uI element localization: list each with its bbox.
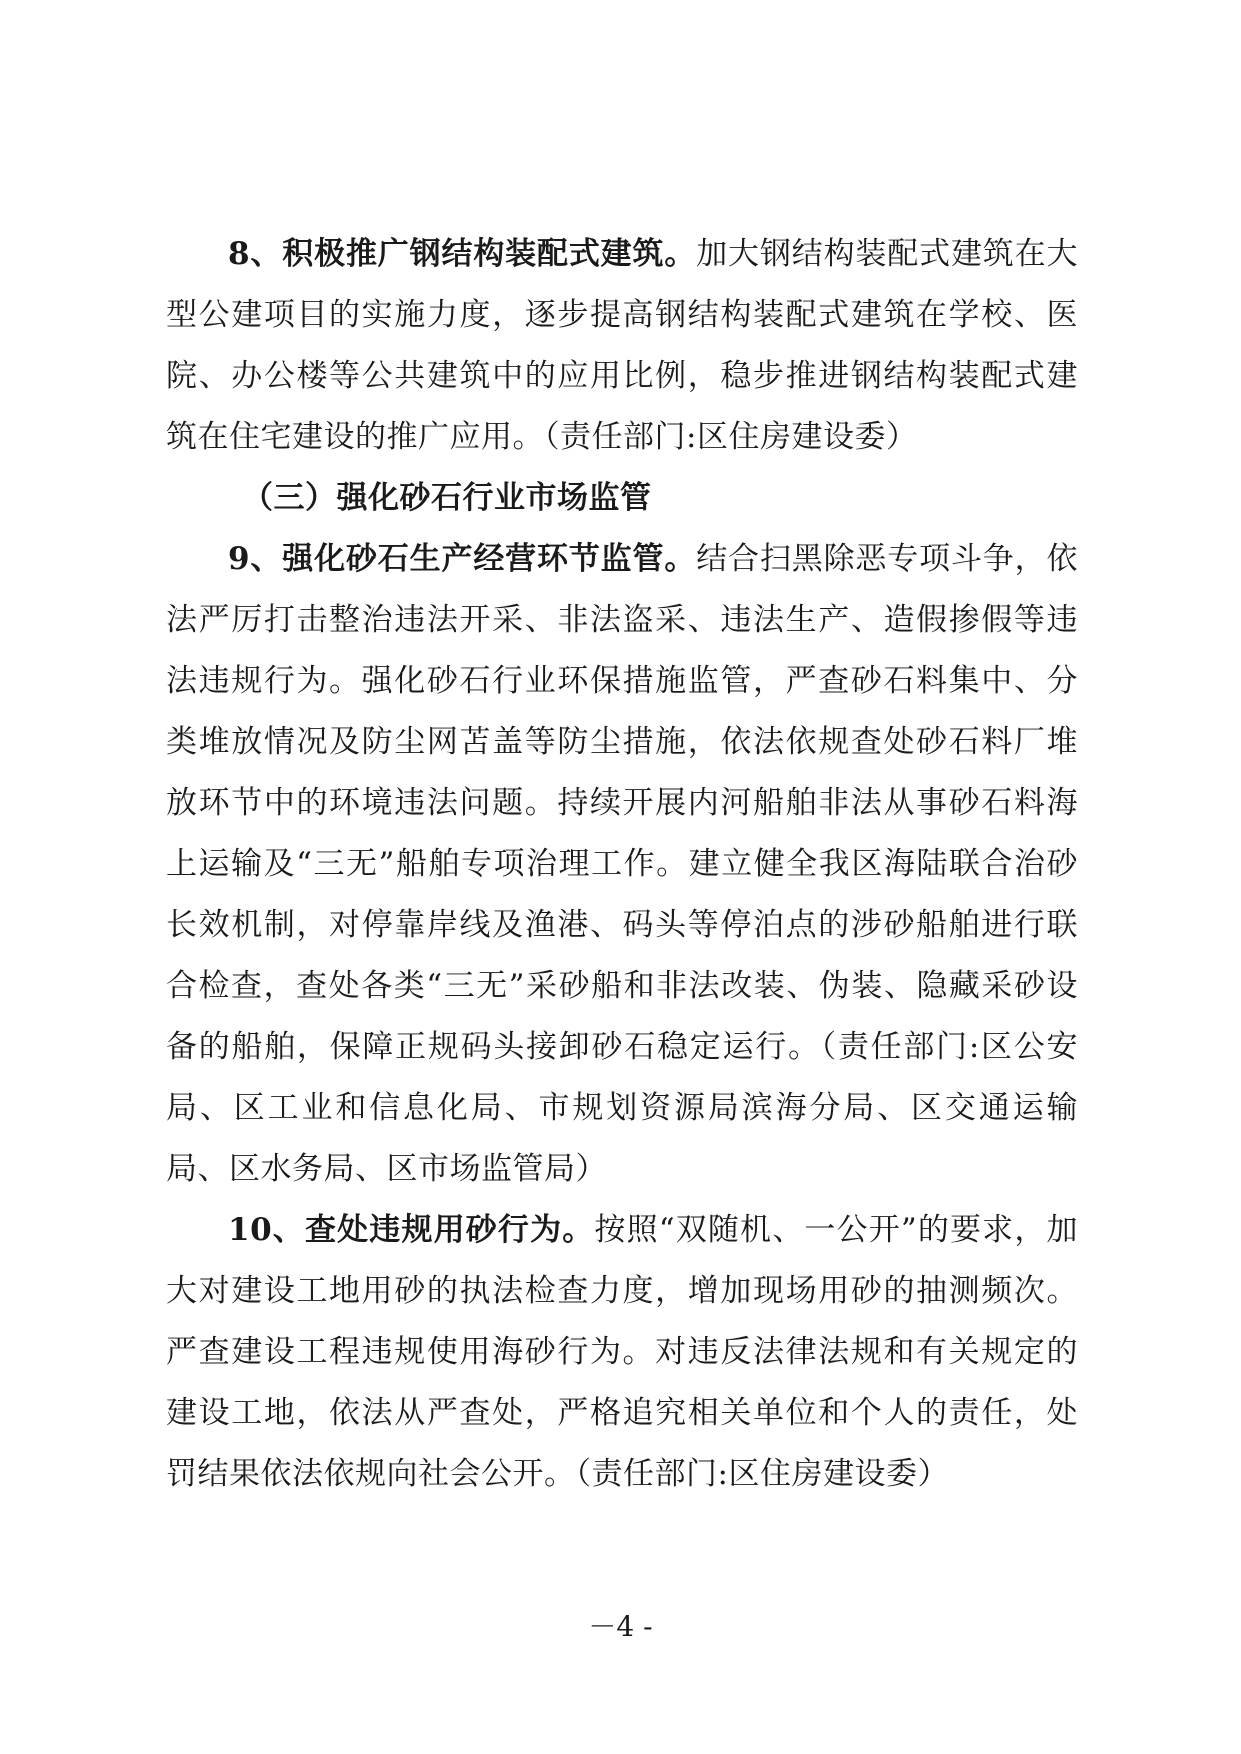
document-body [166, 224, 1078, 1505]
page-number: －4 - [588, 1610, 653, 1643]
paragraph-item-10-text: 按照“双随机、一公开”的要求，加大对建设工地用砂的执法检查力度，增加现场用砂的抽测频次。严查建设工程违规使用海砂行为。对违反法律法规和有关规定的建设工地，依法从严查处，严格追究相关单位和个人的责任，处罚结果依法依规向社会公开。（责任部门:区住房建设委） [166, 1212, 1078, 1492]
paragraph-item-10-lead: 10、查处违规用砂行为。 [228, 1212, 595, 1248]
paragraph-item-8 [166, 224, 1078, 468]
paragraph-item-10 [166, 1200, 1078, 1505]
paragraph-item-9-lead: 9、强化砂石生产经营环节监管。 [228, 541, 697, 577]
paragraph-item-9 [166, 529, 1078, 1200]
section-heading-3: （三）强化砂石行业市场监管 [242, 480, 652, 516]
paragraph-item-8-lead: 8、积极推广钢结构装配式建筑。 [228, 236, 697, 272]
paragraph-item-8-text: 加大钢结构装配式建筑在大型公建项目的实施力度，逐步提高钢结构装配式建筑在学校、医院、办公楼等公共建筑中的应用比例，稳步推进钢结构装配式建筑在住宅建设的推广应用。（责任部门:区住房建设委） [166, 236, 1078, 455]
paragraph-item-9-text: 结合扫黑除恶专项斗争，依法严厉打击整治违法开采、非法盗采、违法生产、造假掺假等违法违规行为。强化砂石行业环保措施监管，严查砂石料集中、分类堆放情况及防尘网苫盖等防尘措施，依法依规查处砂石料厂堆放环节中的环境违法问题。持续开展内河船舶非法从事砂石料海上运输及“三无”船舶专项治理工作。建立健全我区海陆联合治砂长效机制，对停靠岸线及渔港、码头等停泊点的涉砂船舶进行联合检查，查处各类“三无”采砂船和非法改装、伪装、隐藏采砂设备的船舶，保障正规码头接卸砂石稳定运行。（责任部门:区公安局、区工业和信息化局、市规划资源局滨海分局、区交通运输局、区水务局、区市场监管局） [166, 541, 1078, 1187]
